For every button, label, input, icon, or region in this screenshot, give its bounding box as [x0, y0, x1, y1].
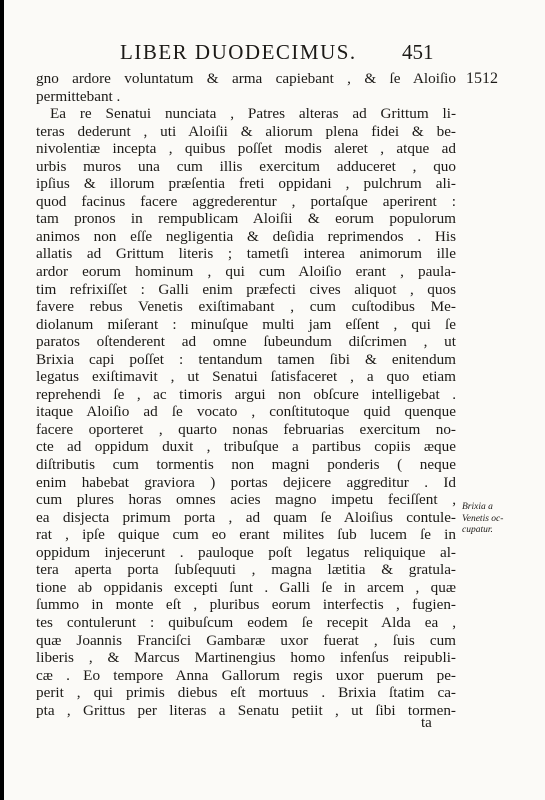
- text-line: tim refrixiſſet : Galli enim præfecti cives aliquot , quos: [36, 280, 456, 298]
- text-line: Brixia capi poſſet : tentandum tamen ſibi & enitendum: [36, 350, 456, 368]
- text-line: ſummo in monte eſt , pluribus eorum interfectis , fugien-: [36, 596, 456, 614]
- text-line: tes contulerunt : quibuſcum eodem ſe recepit Alda ea ,: [36, 613, 456, 631]
- text-line: nivolentiæ incepta , quibus poſſet modis aleret , atque ad: [36, 140, 456, 158]
- text-line: itaque Aloiſio ad ſe vocato , conſtitutoque quid quenque: [36, 403, 456, 421]
- page-header: [120, 40, 440, 64]
- text-line: pta , Grittus per literas a Senatu petiit , ut ſibi tormen-: [36, 701, 456, 719]
- text-line: facere oporteret , quarto nonas februarias exercitum no-: [36, 420, 456, 438]
- text-line: perit , qui primis diebus eſt mortuus . Brixia ſtatim ca-: [36, 684, 456, 702]
- text-line: tera aperta porta ſubſequuti , magna lætitia & gratula-: [36, 561, 456, 579]
- margin-year: 1512: [466, 70, 498, 87]
- scan-edge: [0, 0, 4, 800]
- text-line: diolanum miſerant : minuſque multi jam eſſent , qui ſe: [36, 315, 456, 333]
- marginal-note-line: Venetis oc-: [462, 513, 504, 524]
- text-line: permittebant .: [36, 87, 121, 105]
- text-line: reprehendi ſe , ac timoris argui non obſcure intelligebat .: [36, 385, 456, 403]
- text-line: gno ardore voluntatum & arma capiebant , & ſe Aloiſio: [36, 70, 456, 87]
- text-line: cte ad oppidum duxit , tribuſque a partibus copiis æque: [36, 438, 456, 456]
- text-line: favere rebus Venetis exiſtimabant , cum cuſtodibus Me-: [36, 298, 456, 316]
- text-line: ardor eorum hominum , qui cum Aloiſio erant , paula-: [36, 263, 456, 281]
- marginal-note-line: Brixia a: [462, 502, 493, 512]
- page-number: 451: [402, 40, 434, 64]
- text-line: rat , ipſe quique cum eo erant milites ſub lucem ſe in: [36, 526, 456, 544]
- text-line: quæ Joannis Franciſci Gambaræ uxor fuerat , ſuis cum: [36, 631, 456, 649]
- text-line: diſtributis cum tormentis non magni ponderis ( neque: [36, 456, 456, 474]
- text-line: ea disjecta primum porta , ad quam ſe Aloiſius contule-: [36, 508, 456, 526]
- running-head: LIBER DUODECIMUS.: [120, 40, 357, 64]
- text-line: ipſius & illorum præſentia freti oppidani , pulchrum ali-: [36, 175, 456, 193]
- text-line: tam pronos in rempublicam Aloiſii & eorum populorum: [36, 210, 456, 228]
- marginal-note-line: cupatur.: [462, 525, 493, 535]
- text-line: quod facinus facere aggrederentur , portaſque aperirent :: [36, 192, 456, 210]
- text-line: Ea re Senatui nunciata , Patres alteras ad Grittum li-: [50, 105, 456, 123]
- text-line: liberis , & Marcus Martinengius homo infenſus reipubli-: [36, 649, 456, 667]
- text-line: allatis ad Grittum literis ; tametſi interea animorum ille: [36, 245, 456, 263]
- text-line: cæ . Eo tempore Anna Gallorum regis uxor puerum pe-: [36, 666, 456, 684]
- text-line: oppidum injecerunt . pauloque poſt legatus reliquique al-: [36, 543, 456, 561]
- text-line: enim habebat graviora ) portas dejicere aggreditur . Id: [36, 473, 456, 491]
- text-line: cum plures horas omnes acies magno impetu feciſſent ,: [36, 491, 456, 509]
- text-line: animos non eſſe negligentia & deſidia reprimendos . His: [36, 227, 456, 245]
- catchword: ta: [421, 715, 432, 731]
- marginal-note: [462, 502, 542, 537]
- text-line: urbis muros una cum illis exercitum adduceret , quo: [36, 157, 456, 175]
- text-line: tione ab oppidanis excepti ſunt . Galli ſe in arcem , quæ: [36, 578, 456, 596]
- text-line: teras dederunt , uti Aloiſii & aliorum plena fidei & be-: [36, 122, 456, 140]
- text-line: paratos oſtenderent ad omne ſubeundum diſcrimen , ut: [36, 333, 456, 351]
- body-text: [36, 70, 456, 719]
- text-line: legatus exiſtimavit , ut Senatui ſatisfaceret , a quo etiam: [36, 368, 456, 386]
